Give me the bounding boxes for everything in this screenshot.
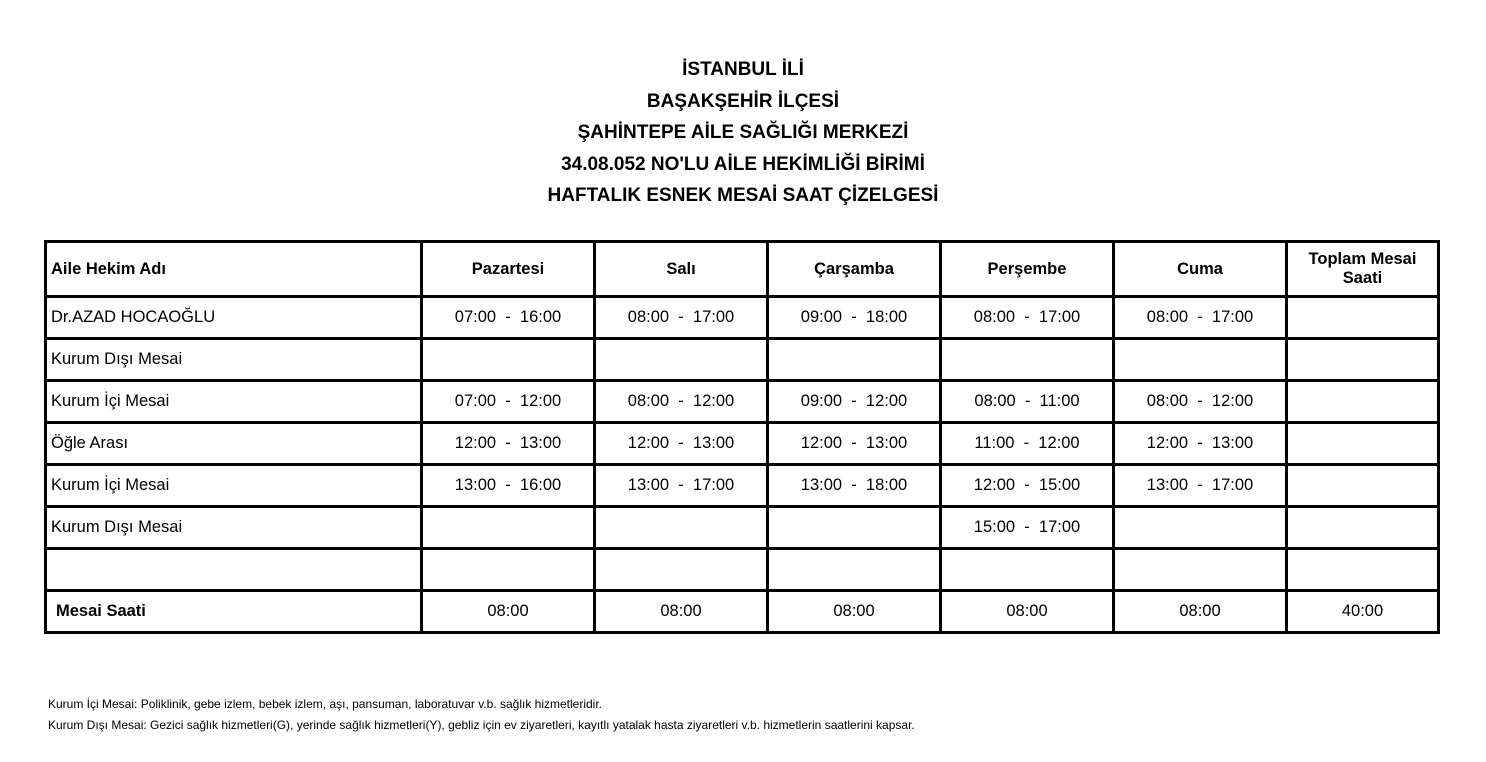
table-cell: 08:00 - 12:00 [595, 381, 768, 423]
footnotes [48, 694, 915, 736]
table-cell [1287, 465, 1439, 507]
row-label: Kurum Dışı Mesai [46, 339, 422, 381]
table-cell: 13:00 - 17:00 [1114, 465, 1287, 507]
table-cell [768, 339, 941, 381]
table-cell: 12:00 - 13:00 [1114, 423, 1287, 465]
title-province: İSTANBUL İLİ [682, 59, 804, 80]
row-label [46, 549, 422, 591]
table-cell: 08:00 [941, 591, 1114, 633]
row-label: Kurum Dışı Mesai [46, 507, 422, 549]
table-cell: 12:00 - 13:00 [768, 423, 941, 465]
header-friday: Cuma [1114, 242, 1287, 297]
table-cell: 08:00 [1114, 591, 1287, 633]
table-cell [1287, 381, 1439, 423]
header-total-hours: Toplam Mesai Saati [1287, 242, 1439, 297]
title-schedule: HAFTALIK ESNEK MESAİ SAAT ÇİZELGESİ [547, 185, 939, 206]
table-cell [1287, 339, 1439, 381]
table-cell [595, 339, 768, 381]
table-cell: 08:00 - 12:00 [1114, 381, 1287, 423]
table-cell [595, 507, 768, 549]
title-unit: 34.08.052 NO'LU AİLE HEKİMLİĞİ BİRİMİ [561, 153, 925, 175]
table-header-row [46, 242, 1439, 297]
table-row [46, 381, 1439, 423]
table-cell [422, 549, 595, 591]
row-label: Öğle Arası [46, 423, 422, 465]
table-cell: 15:00 - 17:00 [941, 507, 1114, 549]
row-label: Kurum İçi Mesai [46, 381, 422, 423]
table-cell [1114, 339, 1287, 381]
table-cell [768, 507, 941, 549]
table-row [46, 423, 1439, 465]
table-cell: 08:00 - 17:00 [595, 297, 768, 339]
schedule-table [44, 240, 1440, 634]
table-cell [1287, 549, 1439, 591]
header-wednesday: Çarşamba [768, 242, 941, 297]
row-label: Kurum İçi Mesai [46, 465, 422, 507]
row-label: Dr.AZAD HOCAOĞLU [46, 297, 422, 339]
table-row [46, 507, 1439, 549]
table-cell: 08:00 [422, 591, 595, 633]
table-cell: 12:00 - 13:00 [422, 423, 595, 465]
table-cell: 08:00 - 17:00 [941, 297, 1114, 339]
table-cell: 07:00 - 16:00 [422, 297, 595, 339]
table-row [46, 297, 1439, 339]
table-cell: 08:00 - 17:00 [1114, 297, 1287, 339]
table-cell: 07:00 - 12:00 [422, 381, 595, 423]
row-label: Mesai Saati [46, 591, 422, 633]
table-cell [1287, 507, 1439, 549]
header-thursday: Perşembe [941, 242, 1114, 297]
title-health-center: ŞAHİNTEPE AİLE SAĞLIĞI MERKEZİ [577, 122, 909, 143]
header-monday: Pazartesi [422, 242, 595, 297]
table-cell: 12:00 - 15:00 [941, 465, 1114, 507]
document-title-block [0, 54, 1486, 212]
title-district: BAŞAKŞEHİR İLÇESİ [646, 90, 840, 112]
table-row [46, 465, 1439, 507]
table-cell [941, 549, 1114, 591]
table-cell [1287, 297, 1439, 339]
table-cell: 40:00 [1287, 591, 1439, 633]
table-row [46, 549, 1439, 591]
table-cell [422, 339, 595, 381]
table-cell [595, 549, 768, 591]
table-cell [1114, 549, 1287, 591]
table-cell [941, 339, 1114, 381]
table-cell: 13:00 - 16:00 [422, 465, 595, 507]
table-cell: 08:00 [595, 591, 768, 633]
table-cell [1114, 507, 1287, 549]
note-external-hours: Kurum Dışı Mesai: Gezici sağlık hizmetleri(G), yerinde sağlık hizmetleri(Y), gebliz için ev ziyaretleri, kayıtlı yatalak hasta ziyaretleri v.b. hizmetlerin saatlerini kapsar. [48, 718, 915, 732]
table-cell [422, 507, 595, 549]
table-cell [768, 549, 941, 591]
table-cell: 08:00 [768, 591, 941, 633]
table-row-total [46, 591, 1439, 633]
table-cell: 09:00 - 12:00 [768, 381, 941, 423]
table-cell [1287, 423, 1439, 465]
table-row [46, 339, 1439, 381]
table-cell: 09:00 - 18:00 [768, 297, 941, 339]
table-cell: 12:00 - 13:00 [595, 423, 768, 465]
table-cell: 13:00 - 17:00 [595, 465, 768, 507]
table-cell: 11:00 - 12:00 [941, 423, 1114, 465]
header-doctor-name: Aile Hekim Adı [46, 242, 422, 297]
table-cell: 08:00 - 11:00 [941, 381, 1114, 423]
header-tuesday: Salı [595, 242, 768, 297]
note-internal-hours: Kurum İçi Mesai: Poliklinik, gebe izlem, bebek izlem, aşı, pansuman, laboratuvar v.b. sağlık hizmetleridir. [48, 697, 603, 711]
table-cell: 13:00 - 18:00 [768, 465, 941, 507]
